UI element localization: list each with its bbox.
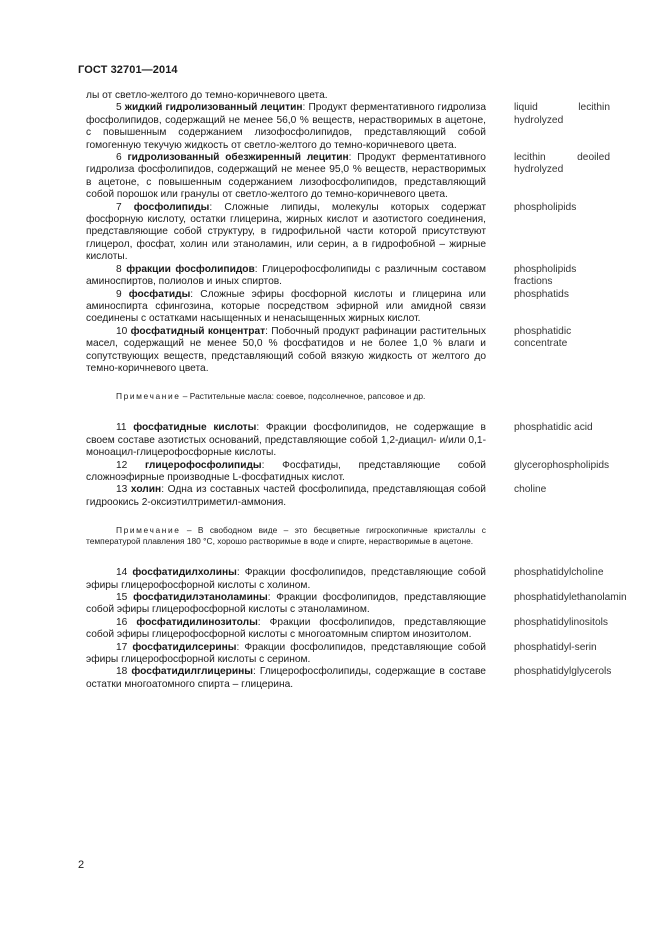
term-english: phosphatidylcholine — [514, 567, 604, 579]
note-1 — [86, 391, 486, 402]
term-name: фосфатидилинозитолы — [136, 616, 258, 628]
term-number: 17 — [116, 641, 128, 653]
term-entry-7 — [86, 202, 616, 264]
term-entry-15 — [86, 592, 627, 617]
continuation-text — [86, 90, 616, 102]
term-text: Фракции фосфолипидов, не содержащие в своем составе азотистых оснований, представляющие собой 1,2-диацил- и/или 0,1-моноацил-глицерофосфорные кислоты. — [86, 422, 486, 459]
term-separator: : — [252, 666, 256, 678]
term-name: глицерофосфолипиды — [144, 459, 262, 471]
term-english: choline — [514, 484, 547, 496]
term-number: 9 — [116, 288, 122, 300]
term-name: фосфатиды — [128, 288, 191, 300]
term-name: фосфатидилхолины — [132, 567, 237, 579]
note-text: – В свободном виде – это бесцветные гигроскопичные кристаллы с температурой плавления 180 °С, хорошо растворимые в воде и спирте, нерастворимые в ацетоне. — [86, 525, 486, 547]
term-entry-13 — [86, 484, 616, 509]
term-entry-8 — [86, 264, 616, 289]
term-definition — [86, 567, 486, 592]
term-text: Сложные липиды, молекулы которых содержат фосфорную кислоту, остатки глицерина, жирных кислот и азотистого соединения, представляющие собой структуру, в гидрофильной части которой присутствуют глицерол, фосфат, холин или этаноламин, или серин, а в гидрофобной – жирные кислоты. — [86, 201, 486, 263]
term-name: холин — [130, 484, 162, 496]
term-english: glycerophospholipids — [514, 459, 610, 471]
term-name: фракции фосфолипидов — [126, 263, 255, 275]
term-entry-17 — [86, 642, 616, 667]
note-2 — [86, 525, 486, 547]
term-number: 10 — [116, 325, 128, 337]
term-name: фосфатидилэтаноламины — [133, 592, 268, 603]
term-name: фосфатидный концентрат — [130, 325, 266, 337]
term-separator: : — [257, 616, 261, 628]
term-definition — [86, 592, 486, 617]
term-text: Глицерофосфолипиды, содержащие в составе остатки многоатомного спирта – глицерина. — [86, 666, 486, 690]
term-entry-18 — [86, 666, 616, 691]
term-separator: : — [348, 152, 352, 164]
term-entry-10 — [86, 326, 616, 376]
term-definition — [86, 460, 486, 485]
term-english: phosphatidyl-serin — [514, 641, 597, 653]
term-number: 14 — [116, 567, 128, 579]
term-name: гидролизованный обезжиренный лецитин — [127, 152, 349, 164]
term-definition — [86, 666, 486, 691]
document-header: ГОСТ 32701—2014 — [78, 64, 178, 76]
term-number: 18 — [116, 666, 128, 678]
term-entry-14 — [86, 567, 616, 592]
term-text: Продукт ферментативного гидролиза фосфолипидов, содержащий не менее 56,0 % веществ, нерастворимых в ацетоне, с повышенным содержанием лизофосфолипидов, представляющий собой гомогенную текучую жидкость от светло-желтого до темно-коричневого цвета. — [86, 102, 486, 151]
term-definition — [86, 102, 486, 152]
term-text: Фосфатиды, представляющие собой сложноэфирные производные L-фосфатидных кислот. — [86, 459, 486, 483]
term-separator: : — [236, 567, 240, 579]
continuation-line: лы от светло-желтого до темно-коричневого цвета. — [86, 90, 328, 101]
term-text: Сложные эфиры фосфорной кислоты и глицерина или аминоспирта сфингозина, которые посредством эфирной или амидной связи соединены с остатками насыщенных и ненасыщенных жирных кислот. — [86, 288, 486, 325]
term-separator: : — [302, 102, 306, 114]
term-english: phosphatidylglycerols — [514, 666, 612, 678]
term-separator: : — [190, 288, 194, 300]
term-english: phospholipids — [514, 201, 577, 213]
term-entry-11 — [86, 422, 616, 459]
term-text: Побочный продукт рафинации растительных масел, содержащий не менее 50,0 % фосфатидов и не более 1,0 % влаги и сопутствующих веществ, представляющий собой вязкую жидкость от желтого до темно-коричневого цвета. — [86, 325, 486, 374]
term-english: phosphatidic concentrate — [514, 325, 572, 350]
term-english: phosphatidylinositols — [514, 616, 609, 628]
term-separator: : — [254, 263, 258, 275]
term-text: Одна из составных частей фосфолипида, представляющая собой гидроокись 2-оксиэтилтриметил-аммония. — [86, 484, 486, 508]
term-separator: : — [236, 641, 240, 653]
term-name: жидкий гидролизованный лецитин — [124, 102, 303, 114]
term-number: 8 — [116, 263, 122, 275]
term-entry-9 — [86, 289, 616, 326]
term-separator: : — [256, 422, 260, 434]
term-separator: : — [265, 325, 268, 337]
term-name: фосфатидные кислоты — [133, 422, 257, 434]
term-number: 15 — [116, 592, 128, 603]
term-definition — [86, 484, 486, 509]
term-definition — [86, 152, 486, 202]
term-english: phosphatids — [514, 288, 569, 300]
term-english: lecithin deoiled hydrolyzed — [514, 152, 610, 176]
term-definition — [86, 617, 486, 642]
term-definition — [86, 326, 486, 376]
term-entry-16 — [86, 617, 616, 642]
term-text: Глицерофосфолипиды с различным составом аминоспиртов, полиолов и иных спиртов. — [86, 263, 486, 288]
term-entry-12 — [86, 460, 616, 485]
term-entry-5 — [86, 102, 616, 152]
term-name: фосфатидилсерины — [132, 641, 237, 653]
term-number: 6 — [116, 152, 122, 164]
note-label: Примечание — [116, 525, 181, 536]
term-name: фосфолипиды — [133, 201, 210, 213]
term-text: Фракции фосфолипидов, представляющие собой эфиры глицерофосфорной кислоты с серином. — [86, 641, 486, 666]
term-name: фосфатидилглицерины — [131, 666, 253, 678]
term-number: 11 — [116, 422, 127, 434]
term-text: Продукт ферментативного гидролиза фосфолипидов, содержащий не менее 95,0 % веществ, нерастворимых в ацетоне, с повышенным содержанием лизофосфолипидов, представляющий собой порошок или гранулы от светло-желтого до темно-коричневого цвета. — [86, 152, 486, 201]
term-number: 5 — [116, 102, 122, 114]
term-number: 12 — [116, 459, 128, 471]
page-number: 2 — [78, 859, 85, 871]
term-english: phospholipids fractions — [514, 263, 577, 288]
term-entry-6 — [86, 152, 616, 202]
term-number: 7 — [116, 201, 122, 213]
term-text: Фракции фосфолипидов, представляющие собой эфиры глицерофосфорной кислоты с многоатомным спиртом инозитолом. — [86, 616, 486, 641]
term-english: phosphatidic acid — [514, 422, 593, 434]
term-separator: : — [261, 459, 265, 471]
term-definition — [86, 289, 486, 326]
terms-content — [86, 90, 627, 691]
term-english: phosphatidylethanolamin — [514, 592, 627, 603]
note-label: Примечание — [116, 391, 181, 402]
term-english: liquid lecithin hydrolyzed — [514, 102, 610, 126]
term-definition — [86, 642, 486, 667]
term-number: 13 — [116, 484, 128, 496]
term-text: Фракции фосфолипидов, представляющие собой эфиры глицерофосфорной кислоты с холином. — [86, 567, 486, 591]
term-separator: : — [267, 592, 271, 603]
term-separator: : — [161, 484, 165, 496]
term-number: 16 — [116, 616, 128, 628]
note-text: – Растительные масла: соевое, подсолнечное, рапсовое и др. — [180, 391, 426, 402]
term-separator: : — [209, 201, 213, 213]
term-definition — [86, 264, 486, 289]
term-definition — [86, 422, 486, 459]
term-definition — [86, 202, 486, 264]
term-text: Фракции фосфолипидов, представляющие собой эфиры глицерофосфорной кислоты с этаноламином. — [86, 592, 486, 616]
